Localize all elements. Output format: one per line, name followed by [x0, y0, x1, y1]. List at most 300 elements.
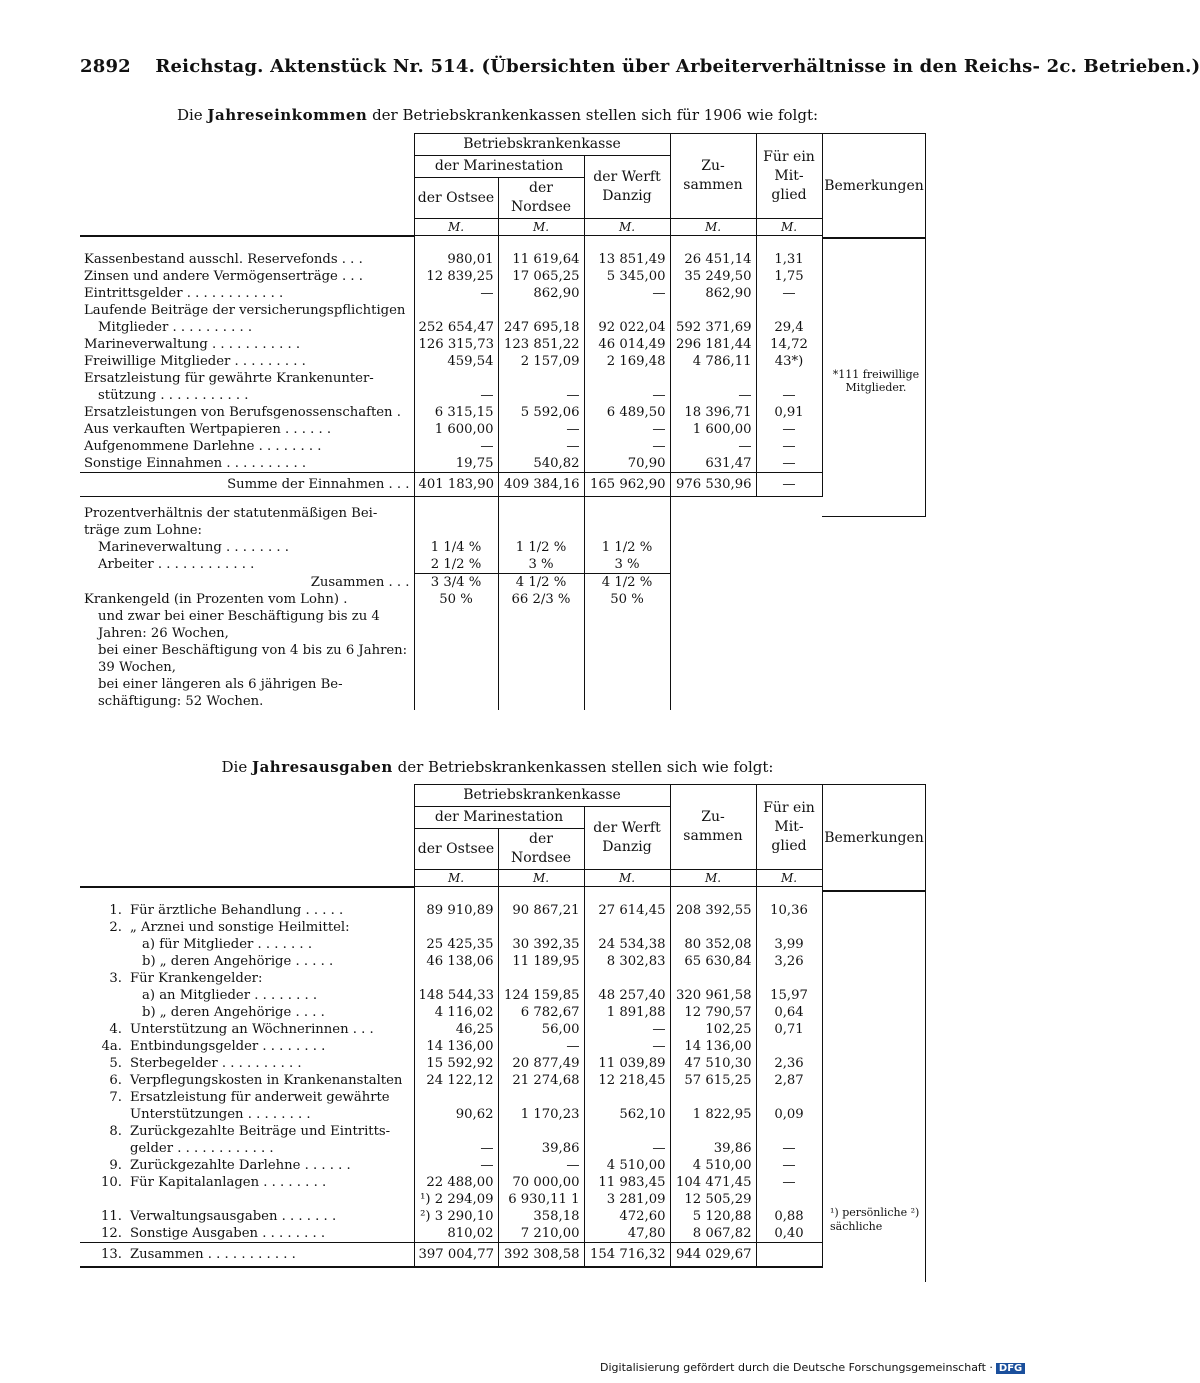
empty-cell — [670, 539, 756, 556]
ostsee-value — [414, 370, 498, 387]
mitglied-value — [756, 370, 822, 387]
nordsee-value: 1 1/2 % — [498, 539, 584, 556]
zusammen-value: 1 822,95 — [670, 1106, 756, 1123]
empty-cell — [670, 573, 756, 591]
nordsee-value: — — [498, 421, 584, 438]
krankengeld-note: und zwar bei einer Beschäftigung bis zu 4 Jahren: 26 Wochen, — [80, 608, 414, 642]
ostsee-value: 89 910,89 — [414, 887, 498, 919]
percent-row — [80, 539, 822, 556]
expense-row-label — [80, 1157, 414, 1174]
krankengeld-note: bei einer längeren als 6 jährigen Be-schäftigung: 52 Wochen. — [80, 676, 414, 710]
expense-title-bold: Jahresausgaben — [251, 758, 393, 776]
werft-value: 8 302,83 — [584, 953, 670, 970]
empty-cell — [498, 608, 584, 642]
krankengeld-label: Krankengeld (in Prozenten vom Lohn) . — [80, 591, 414, 608]
mitglied-value: 0,91 — [756, 404, 822, 421]
zusammen-value: 4 786,11 — [670, 353, 756, 370]
expense-row-text: Ersatzleistung für anderweit gewährte — [130, 1089, 390, 1105]
krankengeld-note: bei einer Beschäftigung von 4 bis zu 6 Jahren: 39 Wochen, — [80, 642, 414, 676]
mitglied-value: — — [756, 1157, 822, 1174]
nordsee-value: 540,82 — [498, 455, 584, 473]
income-row-label: Mitglieder . . . . . . . . . . — [80, 319, 414, 336]
income-head-ostsee: der Ostsee — [414, 178, 498, 219]
expense-row-label — [80, 1242, 414, 1267]
werft-value: — — [584, 1021, 670, 1038]
income-row — [80, 236, 822, 268]
ostsee-value: 252 654,47 — [414, 319, 498, 336]
mitglied-value — [756, 1038, 822, 1055]
nordsee-value: 6 930,11 1 358,18 — [498, 1191, 584, 1225]
nordsee-value: 11 189,95 — [498, 953, 584, 970]
mitglied-value: 10,36 — [756, 887, 822, 919]
empty-cell — [670, 608, 756, 642]
expense-row-number: 1. — [109, 902, 122, 918]
zusammen-value: 26 451,14 — [670, 236, 756, 268]
werft-value: 11 039,89 — [584, 1055, 670, 1072]
percent-row — [80, 556, 822, 574]
expense-row — [80, 1106, 822, 1123]
income-row-label: stützung . . . . . . . . . . . — [80, 387, 414, 404]
nordsee-value: 2 157,09 — [498, 353, 584, 370]
income-section-title: Die Jahreseinkommen der Betriebskrankenkassen stellen sich für 1906 wie folgt: — [176, 106, 819, 124]
werft-value: 3 % — [584, 556, 670, 574]
income-row — [80, 336, 822, 353]
mitglied-value: 0,64 — [756, 1004, 822, 1021]
expense-row — [80, 1004, 822, 1021]
expense-row-label — [80, 887, 414, 919]
mitglied-value: 2,87 — [756, 1072, 822, 1089]
ostsee-value: 1 1/4 % — [414, 539, 498, 556]
ostsee-value: — — [414, 1157, 498, 1174]
empty-cell — [584, 676, 670, 710]
running-head — [80, 56, 1200, 77]
empty-cell — [670, 591, 756, 608]
expense-row-text: b) „ deren Angehörige . . . . . — [142, 953, 334, 969]
expense-row-text: Zusammen . . . . . . . . . . . — [130, 1246, 296, 1262]
expense-row-label — [80, 970, 414, 987]
ostsee-value: 401 183,90 — [414, 472, 498, 496]
mitglied-value: — — [756, 455, 822, 473]
expense-row-text: Unterstützung an Wöchnerinnen . . . — [130, 1021, 374, 1037]
ostsee-value: 148 544,33 — [414, 987, 498, 1004]
empty-cell — [670, 642, 756, 676]
nordsee-value — [498, 370, 584, 387]
expense-row-label — [80, 1106, 414, 1123]
nordsee-value: 247 695,18 — [498, 319, 584, 336]
mitglied-value: 3,26 — [756, 953, 822, 970]
expense-row-text: „ Arznei und sonstige Heilmittel: — [130, 919, 350, 935]
mitglied-value: 43*) — [756, 353, 822, 370]
werft-value: 4 1/2 % — [584, 573, 670, 591]
werft-value — [584, 370, 670, 387]
mitglied-value: 15,97 — [756, 987, 822, 1004]
expense-row-label — [80, 1123, 414, 1140]
expense-head-kasse: Betriebskrankenkasse — [414, 785, 670, 807]
werft-value: 46 014,49 — [584, 336, 670, 353]
expense-head-mitglied: Für ein Mit-glied — [756, 785, 822, 870]
ostsee-value: 980,01 — [414, 236, 498, 268]
werft-value: 5 345,00 — [584, 268, 670, 285]
krankengeld-note-row — [80, 676, 822, 710]
expense-head-zusammen: Zu-sammen — [670, 785, 756, 870]
expense-row-label — [80, 919, 414, 936]
zusammen-value: 35 249,50 — [670, 268, 756, 285]
empty-cell — [670, 556, 756, 574]
zusammen-value: 39,86 — [670, 1140, 756, 1157]
expense-row-text: gelder . . . . . . . . . . . . — [130, 1140, 274, 1156]
mitglied-value — [756, 302, 822, 319]
nordsee-value: — — [498, 1157, 584, 1174]
werft-value: 11 983,45 — [584, 1174, 670, 1191]
mitglied-value: 0,09 — [756, 1106, 822, 1123]
expense-section-title: Die Jahresausgaben der Betriebskrankenkassen stellen sich wie folgt: — [221, 758, 774, 776]
zusammen-value: — — [670, 387, 756, 404]
nordsee-value: 66 2/3 % — [498, 591, 584, 608]
zusammen-value: 592 371,69 — [670, 319, 756, 336]
zusammen-value: 104 471,45 — [670, 1174, 756, 1191]
zusammen-value — [670, 970, 756, 987]
werft-value: 92 022,04 — [584, 319, 670, 336]
expense-row-text: a) für Mitglieder . . . . . . . — [142, 936, 313, 952]
werft-value: 50 % — [584, 591, 670, 608]
empty-cell — [756, 496, 822, 539]
ostsee-value — [414, 919, 498, 936]
expense-row-label — [80, 1089, 414, 1106]
nordsee-value: 39,86 — [498, 1140, 584, 1157]
ostsee-value — [414, 302, 498, 319]
expense-row-number: 4a. — [101, 1038, 122, 1054]
mitglied-value — [756, 1123, 822, 1140]
zusammen-value: 1 600,00 — [670, 421, 756, 438]
expense-row-number: 7. — [109, 1089, 122, 1105]
expense-row-number: 12. — [101, 1225, 122, 1241]
werft-value: — — [584, 1140, 670, 1157]
empty-cell — [498, 676, 584, 710]
expense-row-label — [80, 1072, 414, 1089]
empty-cell — [414, 642, 498, 676]
income-head-nordsee: der Nordsee — [498, 178, 584, 219]
mitglied-value: — — [756, 1140, 822, 1157]
expense-head-werft: der Werft Danzig — [584, 807, 670, 870]
income-row-label: Sonstige Einnahmen . . . . . . . . . . — [80, 455, 414, 473]
werft-value: 165 962,90 — [584, 472, 670, 496]
page-number: 2892 — [80, 56, 131, 77]
werft-value: — — [584, 387, 670, 404]
income-row — [80, 302, 822, 319]
zusammen-value: 65 630,84 — [670, 953, 756, 970]
nordsee-value: 11 619,64 — [498, 236, 584, 268]
expense-row — [80, 1140, 822, 1157]
ostsee-value — [414, 1123, 498, 1140]
income-row-label: Kassenbestand ausschl. Reservefonds . . . — [80, 236, 414, 268]
mitglied-value — [756, 1242, 822, 1267]
ostsee-value: 24 122,12 — [414, 1072, 498, 1089]
empty-cell — [498, 642, 584, 676]
expense-row-label — [80, 1004, 414, 1021]
income-row — [80, 387, 822, 404]
expense-row — [80, 1242, 822, 1267]
expense-row — [80, 887, 822, 919]
expense-head-bemerkungen: Bemerkungen — [822, 784, 926, 892]
income-head-blank — [80, 134, 414, 236]
nordsee-value: — — [498, 1038, 584, 1055]
expense-row — [80, 1021, 822, 1038]
income-row-label: Aus verkauften Wertpapieren . . . . . . — [80, 421, 414, 438]
expense-row — [80, 1089, 822, 1106]
empty-cell — [584, 642, 670, 676]
werft-value — [584, 970, 670, 987]
empty-cell — [498, 496, 584, 539]
nordsee-value: 70 000,00 — [498, 1174, 584, 1191]
zusammen-value: 8 067,82 — [670, 1225, 756, 1243]
zusammen-value: 296 181,44 — [670, 336, 756, 353]
mitglied-value: — — [756, 387, 822, 404]
ostsee-value: 22 488,00 — [414, 1174, 498, 1191]
nordsee-value: 17 065,25 — [498, 268, 584, 285]
expense-row-number: 8. — [109, 1123, 122, 1139]
footer-credit: Digitalisierung gefördert durch die Deutsche Forschungsgemeinschaft · DFG — [600, 1361, 990, 1374]
empty-cell — [670, 676, 756, 710]
expense-row-label — [80, 1225, 414, 1243]
expense-row-label — [80, 953, 414, 970]
expense-row-number: 13. — [101, 1246, 122, 1262]
empty-cell — [584, 608, 670, 642]
werft-value: 1 891,88 — [584, 1004, 670, 1021]
expense-row-text: a) an Mitglieder . . . . . . . . — [142, 987, 318, 1003]
ostsee-value: 459,54 — [414, 353, 498, 370]
ostsee-value: 15 592,92 — [414, 1055, 498, 1072]
ostsee-value: 12 839,25 — [414, 268, 498, 285]
empty-cell — [414, 676, 498, 710]
empty-cell — [756, 642, 822, 676]
income-row-label: Laufende Beiträge der versicherungspflichtigen — [80, 302, 414, 319]
nordsee-value: 4 1/2 % — [498, 573, 584, 591]
income-head-marinestation: der Marinestation — [414, 156, 584, 178]
expense-table: Betriebskrankenkasse Zu-sammen Für ein Mit-glied der Marinestation der Werft Danzig der Ostsee der Nordsee M. M. M. M. M. 1. Für ärztliche Behandlung . . . . . 89 910,89 90 867,21 27 614,45 208 392,55 10,36 2. „ Arznei und sonstige Heilmittel: a) für Mitglieder . . . . . . . 25 425,35 30 392,35 24 534,38 80 352,08 3,99 b) „ deren Angehörige . . . . . 46 138,06 11 189,95 8 302,83 65 630,84 3,26 3. Für Krankengelder: a) an Mitglieder . . . . . . . . 148 544,33 124 159,85 48 257,40 320 961,58 15,97 b) „ deren Angehörige . . . . 4 116,02 6 782,67 1 891,88 12 790,57 0,64 4. Unterstützung an Wöchnerinnen . . . 46,25 56,00 — 102,25 0,71 4a. Entbindungsgelder . . . . . . . . 14 136,00 — — 14 136,00 5. Sterbegelder . . . . . . . . . . 15 592,92 20 877,49 11 039,89 47 510,30 2,36 6. Verpflegungskosten in Krankenanstalten 24 122,12 21 274,68 12 218,45 57 615,25 2,87 7. Ersatzleistung für anderweit gewährte Unterstützungen . . . . . . . . 90,62 1 170,23 562,10 1 822,95 0,09 8. Zurückgezahlte Beiträge und Eintritts- gelder . . . . . . . . . . . . — 39,86 — 39,86 — 9. Zurückgezahlte Darlehne . . . . . . — — 4 510,00 4 510,00 — 10. Für Kapitalanlagen . . . . . . . . 22 488,00 70 000,00 11 983,45 104 471,45 — 11. Verwaltungsausgaben . . . . . . . ¹) 2 294,09 ²) 3 290,10 6 930,11 1 358,18 3 281,09 472,60 12 505,29 5 120,88 0,88 12. Sonstige Ausgaben . . . . . . . . 810,02 7 210,00 47,80 8 067,82 0,40 13. Zusammen . . . . . . . . . . . 397 004,77 392 308,58 154 716,32 944 029,67 — [80, 784, 823, 1268]
income-row-label: Zinsen und andere Vermögenserträge . . . — [80, 268, 414, 285]
expense-head-nordsee: der Nordsee — [498, 829, 584, 870]
expense-row — [80, 970, 822, 987]
ostsee-value: 19,75 — [414, 455, 498, 473]
ostsee-value: 25 425,35 — [414, 936, 498, 953]
werft-value: 6 489,50 — [584, 404, 670, 421]
expense-row — [80, 1055, 822, 1072]
nordsee-value — [498, 1089, 584, 1106]
werft-value — [584, 1123, 670, 1140]
expense-row — [80, 1038, 822, 1055]
ostsee-value — [414, 970, 498, 987]
zusammen-value — [670, 1123, 756, 1140]
expense-row — [80, 953, 822, 970]
werft-value: — — [584, 438, 670, 455]
expense-row-number: 9. — [109, 1157, 122, 1173]
mitglied-value: 0,88 — [756, 1191, 822, 1225]
nordsee-value: 6 782,67 — [498, 1004, 584, 1021]
zusammen-value — [670, 919, 756, 936]
mitglied-value: 1,75 — [756, 268, 822, 285]
zusammen-value: 320 961,58 — [670, 987, 756, 1004]
expense-row-text: Sonstige Ausgaben . . . . . . . . — [130, 1225, 326, 1241]
mitglied-value — [756, 919, 822, 936]
ostsee-value: 1 600,00 — [414, 421, 498, 438]
werft-value: 154 716,32 — [584, 1242, 670, 1267]
ostsee-value: 397 004,77 — [414, 1242, 498, 1267]
zusammen-value: — — [670, 438, 756, 455]
ostsee-value: 126 315,73 — [414, 336, 498, 353]
expense-row-label — [80, 936, 414, 953]
ostsee-value: 4 116,02 — [414, 1004, 498, 1021]
expense-row — [80, 987, 822, 1004]
nordsee-value: 124 159,85 — [498, 987, 584, 1004]
nordsee-value: — — [498, 438, 584, 455]
expense-row-text: b) „ deren Angehörige . . . . — [142, 1004, 325, 1020]
income-row — [80, 268, 822, 285]
income-row-label: Eintrittsgelder . . . . . . . . . . . . — [80, 285, 414, 302]
percent-heading: Prozentverhältnis der statutenmäßigen Bei-träge zum Lohne: — [80, 496, 414, 539]
expense-row — [80, 1191, 822, 1225]
ostsee-value: 3 3/4 % — [414, 573, 498, 591]
expense-row-text: Entbindungsgelder . . . . . . . . — [130, 1038, 326, 1054]
expense-row-label — [80, 1055, 414, 1072]
expense-row-number: 10. — [101, 1174, 122, 1190]
nordsee-value: 90 867,21 — [498, 887, 584, 919]
werft-value: — — [584, 421, 670, 438]
expense-head-marinestation: der Marinestation — [414, 807, 584, 829]
expense-row-text: Für Krankengelder: — [130, 970, 263, 986]
expense-row-label — [80, 1174, 414, 1191]
zusammen-value — [670, 370, 756, 387]
expense-row-text: Für Kapitalanlagen . . . . . . . . — [130, 1174, 327, 1190]
ostsee-value: — — [414, 438, 498, 455]
ostsee-value: — — [414, 1140, 498, 1157]
income-row — [80, 353, 822, 370]
werft-value: 4 510,00 — [584, 1157, 670, 1174]
empty-cell — [584, 496, 670, 539]
percent-sum-label: Zusammen . . . — [80, 573, 414, 591]
mitglied-value: — — [756, 472, 822, 496]
werft-value — [584, 1089, 670, 1106]
werft-value — [584, 919, 670, 936]
nordsee-value: 3 % — [498, 556, 584, 574]
ostsee-value: 90,62 — [414, 1106, 498, 1123]
mitglied-value: — — [756, 421, 822, 438]
zusammen-value: 47 510,30 — [670, 1055, 756, 1072]
expense-row-text: Verpflegungskosten in Krankenanstalten — [130, 1072, 403, 1088]
percent-row-label: Arbeiter . . . . . . . . . . . . — [80, 556, 414, 574]
expense-row-label — [80, 1021, 414, 1038]
zusammen-value: 631,47 — [670, 455, 756, 473]
empty-cell — [756, 556, 822, 574]
ostsee-value: — — [414, 285, 498, 302]
income-head-bemerkungen: Bemerkungen — [822, 133, 926, 239]
mitglied-value: — — [756, 438, 822, 455]
income-sum-row — [80, 472, 822, 496]
werft-value: — — [584, 1038, 670, 1055]
mitglied-value: — — [756, 285, 822, 302]
nordsee-value: 409 384,16 — [498, 472, 584, 496]
ostsee-value: 50 % — [414, 591, 498, 608]
zusammen-value: 208 392,55 — [670, 887, 756, 919]
empty-cell — [756, 608, 822, 642]
werft-value: — — [584, 285, 670, 302]
mitglied-value: — — [756, 1174, 822, 1191]
expense-row-text: Unterstützungen . . . . . . . . — [130, 1106, 311, 1122]
income-row-label: Freiwillige Mitglieder . . . . . . . . . — [80, 353, 414, 370]
expense-row — [80, 1157, 822, 1174]
empty-cell — [756, 539, 822, 556]
expense-head-blank — [80, 785, 414, 887]
income-head-mitglied: Für ein Mit-glied — [756, 134, 822, 219]
krankengeld-note-row — [80, 642, 822, 676]
mitglied-value: 1,31 — [756, 236, 822, 268]
income-row — [80, 370, 822, 387]
nordsee-value: 5 592,06 — [498, 404, 584, 421]
nordsee-value: 123 851,22 — [498, 336, 584, 353]
zusammen-value — [670, 1089, 756, 1106]
expense-row — [80, 1174, 822, 1191]
expense-row — [80, 936, 822, 953]
mitglied-value: 3,99 — [756, 936, 822, 953]
nordsee-value — [498, 1123, 584, 1140]
expense-row — [80, 1123, 822, 1140]
zusammen-value — [670, 302, 756, 319]
income-row — [80, 285, 822, 302]
zusammen-value: 976 530,96 — [670, 472, 756, 496]
expense-row-label — [80, 987, 414, 1004]
nordsee-value — [498, 970, 584, 987]
expense-row-text: Sterbegelder . . . . . . . . . . — [130, 1055, 302, 1071]
nordsee-value: 392 308,58 — [498, 1242, 584, 1267]
werft-value: 48 257,40 — [584, 987, 670, 1004]
werft-value: 1 1/2 % — [584, 539, 670, 556]
zusammen-value: 12 505,29 5 120,88 — [670, 1191, 756, 1225]
mitglied-value: 0,40 — [756, 1225, 822, 1243]
income-row — [80, 319, 822, 336]
header-title: Reichstag. Aktenstück Nr. 514. (Übersichten über Arbeiterverhältnisse in den Reichs- 2c. Betrieben.) — [155, 56, 1200, 77]
empty-cell — [670, 496, 756, 539]
expense-row-number: 11. — [101, 1208, 122, 1224]
income-row-label: Aufgenommene Darlehne . . . . . . . . — [80, 438, 414, 455]
income-row-label: Ersatzleistungen von Berufsgenossenschaften . — [80, 404, 414, 421]
income-head-kasse: Betriebskrankenkasse — [414, 134, 670, 156]
zusammen-value: 80 352,08 — [670, 936, 756, 953]
percent-row-label: Marineverwaltung . . . . . . . . — [80, 539, 414, 556]
nordsee-value: 30 392,35 — [498, 936, 584, 953]
zusammen-value: 12 790,57 — [670, 1004, 756, 1021]
werft-value: 2 169,48 — [584, 353, 670, 370]
percent-sum-row — [80, 573, 822, 591]
zusammen-value: 57 615,25 — [670, 1072, 756, 1089]
expense-row-text: Zurückgezahlte Beiträge und Eintritts- — [130, 1123, 391, 1139]
income-row — [80, 404, 822, 421]
income-row-label: Ersatzleistung für gewährte Krankenunter- — [80, 370, 414, 387]
werft-value: 24 534,38 — [584, 936, 670, 953]
zusammen-value: 862,90 — [670, 285, 756, 302]
nordsee-value — [498, 919, 584, 936]
income-row — [80, 455, 822, 473]
nordsee-value: 21 274,68 — [498, 1072, 584, 1089]
income-table: Betriebskrankenkasse Zu-sammen Für ein Mit-glied der Marinestation der Werft Danzig der Ostsee der Nordsee M. M. M. M. M. Kassenbestand ausschl. Reservefonds . . . 980,01 11 619,64 13 851,49 26 451,14 1,31 Zinsen und andere Vermögenserträge . . . 12 839,25 17 065,25 5 345,00 35 249,50 1,75 Eintrittsgelder . . . . . . . . . . . . — 862,90 — 862,90 — Laufende Beiträge der versicherungspflichtigen Mitglieder . . . . . . . . . . 252 654,47 247 695,18 92 022,04 592 371,69 29,4 Marineverwaltung . . . . . . . . . . . 126 315,73 123 851,22 46 014,49 296 181,44 14,72 Freiwillige Mitglieder . . . . . . . . . 459,54 2 157,09 2 169,48 4 786,11 43*) Ersatzleistung für gewährte Krankenunter- stützung . . . . . . . . . . . — — — — — Ersatzleistungen von Berufsgenossenschaften . 6 315,15 5 592,06 6 489,50 18 396,71 0,91 Aus verkauften Wertpapieren . . . . . . 1 600,00 — — 1 600,00 — Aufgenommene Darlehne . . . . . . . . — — — — — Sonstige Einnahmen . . . . . . . . . . 19,75 540,82 70,90 631,47 — Summe der Einnahmen . . . 401 183,90 409 384,16 165 962,90 976 530,96 — Prozentverhältnis der statutenmäßigen Bei-träge zum Lohne: Marineverwaltung . . . . . . . . 1 1/4 % 1 1/2 % 1 1/2 % Arbeiter . . . . . . . . . . . . 2 1/2 % 3 % 3 % Zusammen . . . 3 3/4 % 4 1/2 % 4 1/2 % Krankengeld (in Prozenten vom Lohn) . 50 % 66 2/3 % 50 % und zwar bei einer Beschäftigung bis zu 4 Jahren: 26 Wochen, bei einer Beschäftigung von 4 bis zu 6 Jahren: 39 Wochen, bei einer längeren als 6 jährigen Be-schäftigung: 52 Wochen. — [80, 133, 822, 710]
dfg-logo: DFG — [996, 1363, 1025, 1374]
expense-row-text: Für ärztliche Behandlung . . . . . — [130, 902, 344, 918]
ostsee-value — [414, 1089, 498, 1106]
werft-value: 12 218,45 — [584, 1072, 670, 1089]
income-row — [80, 438, 822, 455]
expense-row-label — [80, 1191, 414, 1225]
empty-cell — [756, 573, 822, 591]
zusammen-value: 18 396,71 — [670, 404, 756, 421]
zusammen-value: 102,25 — [670, 1021, 756, 1038]
